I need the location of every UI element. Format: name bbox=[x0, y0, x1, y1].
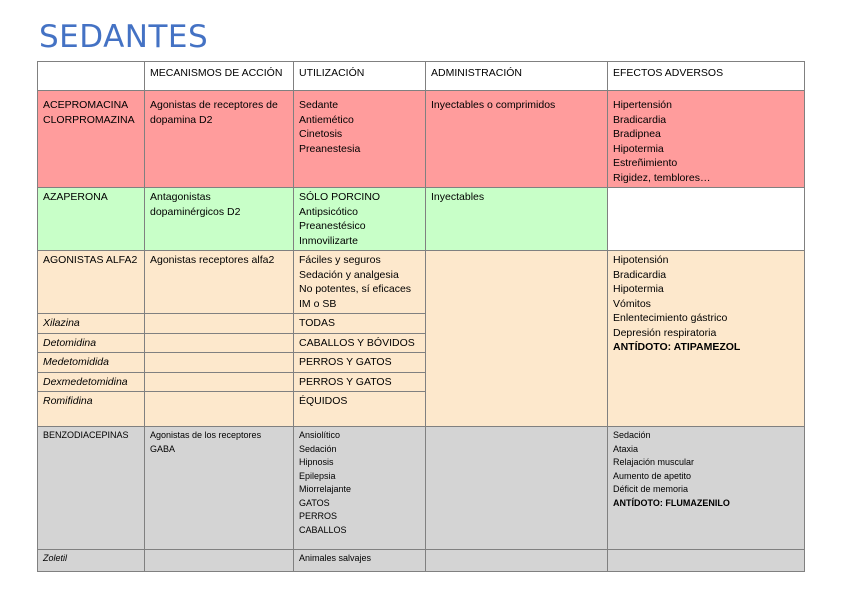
adverse-item: Enlentecimiento gástrico bbox=[613, 312, 728, 324]
table-row-agonistas-alfa2 bbox=[38, 251, 805, 314]
use-item: Preanestesia bbox=[299, 142, 361, 155]
use-item: IM o SB bbox=[299, 297, 337, 310]
adverse-item: Relajación muscular bbox=[613, 457, 695, 467]
header-use: UTILIZACIÓN bbox=[294, 62, 426, 91]
adverse-item: Sedación bbox=[613, 430, 651, 440]
drug-name: AGONISTAS ALFA2 bbox=[38, 251, 145, 314]
drug-name: AZAPERONA bbox=[38, 188, 145, 251]
drug-name: Medetomidida bbox=[38, 353, 145, 373]
mechanism-cell-empty bbox=[145, 353, 294, 373]
adverse-item: Bradicardia bbox=[613, 268, 667, 281]
use-cell bbox=[294, 91, 426, 188]
mechanism-cell-empty bbox=[145, 314, 294, 334]
use-item: No potentes, sí eficaces bbox=[299, 283, 412, 295]
use-item: CABALLOS bbox=[299, 524, 347, 535]
mechanism-text: dopaminérgicos D2 bbox=[150, 205, 241, 218]
use-item: SÓLO PORCINO bbox=[299, 191, 381, 203]
use-cell: Animales salvajes bbox=[294, 550, 426, 572]
sedatives-table bbox=[37, 61, 805, 572]
use-item: Inmovilizarte bbox=[299, 234, 358, 247]
use-cell: PERROS Y GATOS bbox=[294, 372, 426, 392]
adverse-effects-cell bbox=[608, 91, 805, 188]
use-item: Miorrelajante bbox=[299, 484, 352, 494]
mechanism-cell-empty bbox=[145, 372, 294, 392]
mechanism-cell-empty bbox=[145, 333, 294, 353]
use-cell: PERROS Y GATOS bbox=[294, 353, 426, 373]
adverse-item: Vómitos bbox=[613, 297, 651, 310]
page-title: SEDANTES bbox=[39, 19, 209, 55]
mechanism-cell: Agonistas receptores alfa2 bbox=[145, 251, 294, 314]
use-cell bbox=[294, 427, 426, 550]
adverse-item: Bradipnea bbox=[613, 128, 661, 140]
mechanism-cell-empty bbox=[145, 550, 294, 572]
adverse-effects-cell bbox=[608, 251, 805, 427]
mechanism-text: Agonistas de receptores de bbox=[150, 99, 278, 111]
header-adverse-effects: EFECTOS ADVERSOS bbox=[608, 62, 805, 91]
use-cell bbox=[294, 188, 426, 251]
administration-cell-empty bbox=[426, 427, 608, 550]
adverse-item: Aumento de apetito bbox=[613, 470, 692, 481]
mechanism-cell-empty bbox=[145, 392, 294, 427]
adverse-item: Hipotensión bbox=[613, 254, 669, 266]
use-cell bbox=[294, 251, 426, 314]
drug-name: Zoletil bbox=[38, 550, 145, 572]
adverse-item: Hipotermia bbox=[613, 142, 664, 155]
drug-name: CLORPROMAZINA bbox=[43, 113, 135, 126]
adverse-item: Hipertensión bbox=[613, 99, 672, 111]
drug-name: BENZODIACEPINAS bbox=[38, 427, 145, 550]
table-row-zoletil bbox=[38, 550, 805, 572]
mechanism-cell bbox=[145, 427, 294, 550]
mechanism-cell bbox=[145, 188, 294, 251]
mechanism-text: Agonistas de los receptores bbox=[150, 430, 262, 440]
table-row-acepromacina bbox=[38, 91, 805, 188]
administration-cell: Inyectables bbox=[426, 188, 608, 251]
use-item: Fáciles y seguros bbox=[299, 254, 381, 266]
use-item: GATOS bbox=[299, 497, 330, 508]
use-item: Epilepsia bbox=[299, 470, 336, 481]
adverse-item: Bradicardia bbox=[613, 113, 667, 126]
administration-cell-empty bbox=[426, 550, 608, 572]
table-row-azaperona bbox=[38, 188, 805, 251]
adverse-effects-cell-empty bbox=[608, 188, 805, 251]
antidote-text: ANTÍDOTO: FLUMAZENILO bbox=[613, 497, 730, 508]
use-item: Sedación y analgesia bbox=[299, 268, 399, 281]
mechanism-text: dopamina D2 bbox=[150, 113, 213, 126]
administration-cell-empty bbox=[426, 251, 608, 427]
adverse-item: Estreñimiento bbox=[613, 157, 678, 169]
use-item: PERROS bbox=[299, 511, 338, 521]
table-row-benzodiacepinas bbox=[38, 427, 805, 550]
drug-name: Xilazina bbox=[38, 314, 145, 334]
adverse-effects-cell-empty bbox=[608, 550, 805, 572]
mechanism-cell bbox=[145, 91, 294, 188]
adverse-item: Depresión respiratoria bbox=[613, 326, 717, 339]
header-row bbox=[38, 62, 805, 91]
use-item: Sedación bbox=[299, 443, 337, 454]
adverse-item: Ataxia bbox=[613, 443, 639, 454]
use-cell: ÉQUIDOS bbox=[294, 392, 426, 427]
mechanism-text: GABA bbox=[150, 443, 176, 454]
header-administration: ADMINISTRACIÓN bbox=[426, 62, 608, 91]
mechanism-text: Antagonistas bbox=[150, 191, 211, 203]
use-item: Sedante bbox=[299, 99, 339, 111]
drug-name: Romifidina bbox=[38, 392, 145, 427]
header-mechanism: MECANISMOS DE ACCIÓN bbox=[145, 62, 294, 91]
adverse-item: Hipotermia bbox=[613, 283, 664, 295]
antidote-text: ANTÍDOTO: ATIPAMEZOL bbox=[613, 341, 741, 353]
use-item: Preanestésico bbox=[299, 220, 366, 232]
use-cell: CABALLOS Y BÓVIDOS bbox=[294, 333, 426, 353]
use-item: Hipnosis bbox=[299, 457, 334, 467]
drug-name: ACEPROMACINA bbox=[43, 99, 129, 111]
administration-cell: Inyectables o comprimidos bbox=[426, 91, 608, 188]
use-item: Antipsicótico bbox=[299, 205, 358, 218]
adverse-item: Rigidez, temblores… bbox=[613, 171, 711, 184]
header-cell-empty bbox=[38, 62, 145, 91]
use-item: Cinetosis bbox=[299, 128, 343, 140]
use-cell: TODAS bbox=[294, 314, 426, 334]
adverse-item: Déficit de memoria bbox=[613, 484, 689, 494]
use-item: Ansiolítico bbox=[299, 430, 341, 440]
drug-name: Detomidina bbox=[38, 333, 145, 353]
drug-name: Dexmedetomidina bbox=[38, 372, 145, 392]
use-item: Antiemético bbox=[299, 113, 354, 126]
adverse-effects-cell bbox=[608, 427, 805, 550]
drug-name-cell bbox=[38, 91, 145, 188]
